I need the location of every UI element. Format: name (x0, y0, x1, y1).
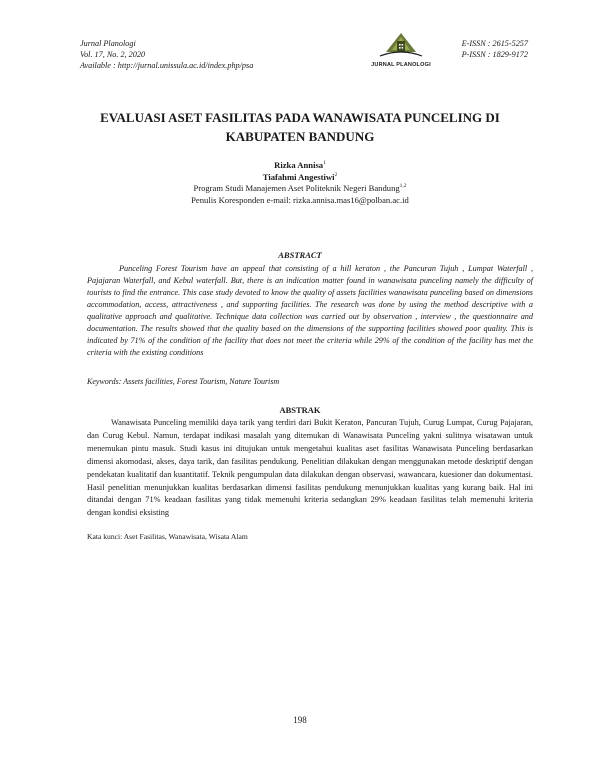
journal-logo (366, 30, 436, 68)
journal-logo-text: JURNAL PLANOLOGI (371, 62, 431, 68)
paper-title: EVALUASI ASET FASILITAS PADA WANAWISATA PUNCELING DI KABUPATEN BANDUNG (100, 110, 500, 144)
keywords-en: Keywords: Assets facilities, Forest Tourism, Nature Tourism (87, 377, 280, 386)
journal-volume: Vol. 17, No. 2, 2020 (80, 50, 146, 59)
author-1-sup: 1 (323, 160, 326, 167)
affiliation: Program Studi Manajemen Aset Politeknik Negeri Bandung (193, 183, 400, 193)
abstrak-body: Wanawisata Punceling memiliki daya tarik yang terdiri dari Bukit Keraton, Pancuran Tujuh, Curug Lumpat, Curug Pajajaran, dan Curug Kebul. Namun, terdapat indikasi masalah yang ditemukan di Wanawisata Punceling yakni sulitnya wisatawan untuk menemukan pintu masuk. Studi kasus ini ditujukan untuk mengetahui kualitas aset fasilitas Wanawisata Punceling berdasarkan dimensi akomodasi, akses, daya tarik, dan fasilitas pendukung. Penelitian dilakukan dengan menggunakan metode deskriptif dengan pendekatan kualitatif dan kuantitatif. Teknik pengumpulan data dilakukan dengan observasi, wawancara, kuesioner dan dokumentasi. Hasil penelitian menunjukkan kualitas berdasarkan dimensi fasilitas pendukung menunjukkan kualitas yang kurang baik. Hal ini ditandai dengan 71% keadaan fasilitas yang tidak memenuhi kriteria sedangkan 29% keadaan fasilitas telah memenuhi kriteria dengan kondisi eksisting (87, 418, 533, 518)
abstrak-heading: ABSTRAK (279, 405, 321, 415)
journal-logo-icon (366, 30, 436, 60)
eissn: E-ISSN : 2615-5257 (461, 39, 528, 48)
journal-header-right (462, 38, 528, 60)
author-1: Rizka Annisa (274, 160, 324, 170)
abstract-heading: ABSTRACT (278, 250, 322, 260)
abstract-body: Punceling Forest Tourism have an appeal that consisting of a hill keraton , the Pancuran Tujuh , Lumpat Waterfall , Pajajaran Waterfall, and Kebul waterfall. But, there is an indication matter found in wanawisata punceling namely the difficulty of tourists to find the entrance. This case study devoted to know the quality of assets facilities wanawisata punceling based on dimensions accommodation, access, attractiveness , and supporting facilities. The research was done by using the method descriptive with a qualitative approach and qualitative. Technique data collection was carried out by observation , interview , the questionnaire and documentation. The results showed that the quality based on the dimensions of the supporting facilities showed poor quality. This is indicated by 71% of the condition of the facility that does not meet the criteria while 29% of the condition of the facility has met the criteria with the existing conditions (87, 264, 533, 357)
author-2-sup: 2 (334, 171, 338, 178)
journal-name: Jurnal Planologi (80, 39, 136, 48)
journal-header-left (80, 38, 253, 71)
journal-url[interactable]: Available : http://jurnal.unissula.ac.id/index.php/psa (80, 61, 254, 70)
page-number: 198 (293, 715, 307, 725)
pissn: P-ISSN : 1829-9172 (461, 50, 528, 59)
author-2: Tiafahmi Angestiwi (262, 171, 335, 182)
author-block (100, 160, 500, 206)
correspondence: Penulis Koresponden e-mail: rizka.annisa.mas16@polban.ac.id (191, 194, 409, 205)
affiliation-sup: 1,2 (399, 183, 407, 190)
keywords-id: Kata kunci: Aset Fasilitas, Wanawisata, Wisata Alam (87, 532, 248, 541)
